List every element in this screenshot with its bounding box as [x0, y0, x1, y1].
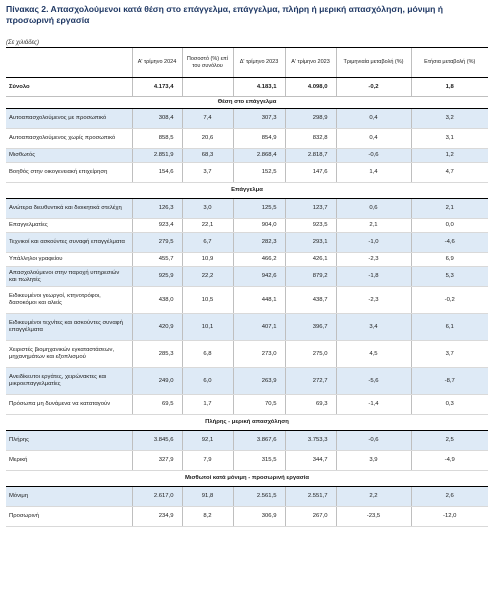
- value-cell: 3.867,6: [233, 431, 285, 451]
- value-cell: 2.818,7: [285, 149, 336, 163]
- row-label: Μερική: [6, 451, 132, 471]
- value-cell: 263,9: [233, 368, 285, 395]
- row-label: Πλήρης: [6, 431, 132, 451]
- header-cell: [6, 48, 132, 78]
- value-cell: 0,4: [336, 109, 411, 129]
- value-cell: 293,1: [285, 233, 336, 253]
- table-title: Πίνακας 2. Απασχολούμενοι κατά θέση στο επάγγελμα, επάγγελμα, πλήρη ή μερική απασχόληση, μόνιμη ή προσωρινή εργασία: [6, 4, 444, 25]
- value-cell: 438,0: [132, 287, 182, 314]
- row-label: Ανειδίκευτοι εργάτες, χειρώνακτες και μικροεπαγγελματίες: [6, 368, 132, 395]
- value-cell: 4.173,4: [132, 78, 182, 97]
- value-cell: 3,7: [182, 163, 233, 183]
- value-cell: 125,5: [233, 199, 285, 219]
- value-cell: -23,5: [336, 507, 411, 527]
- value-cell: 4.098,0: [285, 78, 336, 97]
- value-cell: 10,5: [182, 287, 233, 314]
- table-row: [6, 431, 488, 451]
- value-cell: 448,1: [233, 287, 285, 314]
- value-cell: 4,5: [336, 341, 411, 368]
- value-cell: 6,7: [182, 233, 233, 253]
- header-cell: Α' τρίμηνο 2023: [285, 48, 336, 78]
- row-label: Χειριστές βιομηχανικών εγκαταστάσεων, μηχανημάτων και εξοπλισμού: [6, 341, 132, 368]
- table-row: [6, 287, 488, 314]
- value-cell: 2.617,0: [132, 487, 182, 507]
- value-cell: 147,6: [285, 163, 336, 183]
- value-cell: 69,3: [285, 395, 336, 415]
- value-cell: 1,7: [182, 395, 233, 415]
- value-cell: 879,2: [285, 267, 336, 287]
- value-cell: 2,1: [336, 219, 411, 233]
- row-label: Αυτοαπασχολούμενος χωρίς προσωπικό: [6, 129, 132, 149]
- unit-note: (Σε χιλιάδες): [6, 40, 39, 46]
- header-cell: Α' τρίμηνο 2024: [132, 48, 182, 78]
- table-row: [6, 199, 488, 219]
- table-row: [6, 163, 488, 183]
- value-cell: 344,7: [285, 451, 336, 471]
- row-label: Ειδικευμένοι γεωργοί, κτηνοτρόφοι, δασοκόμοι και αλιείς: [6, 287, 132, 314]
- table-row: [6, 253, 488, 267]
- value-cell: 307,3: [233, 109, 285, 129]
- value-cell: -8,7: [411, 368, 488, 395]
- header-cell: Τριμηνιαία μεταβολή (%): [336, 48, 411, 78]
- value-cell: 279,5: [132, 233, 182, 253]
- value-cell: 2.851,9: [132, 149, 182, 163]
- value-cell: -1,8: [336, 267, 411, 287]
- value-cell: -1,4: [336, 395, 411, 415]
- table-row: [6, 129, 488, 149]
- header-cell: Ετήσια μεταβολή (%): [411, 48, 488, 78]
- value-cell: 20,6: [182, 129, 233, 149]
- value-cell: 3,0: [182, 199, 233, 219]
- value-cell: 10,9: [182, 253, 233, 267]
- value-cell: 123,7: [285, 199, 336, 219]
- value-cell: 315,5: [233, 451, 285, 471]
- value-cell: 466,2: [233, 253, 285, 267]
- value-cell: 2.551,7: [285, 487, 336, 507]
- row-label: Αυτοαπασχολούμενος με προσωπικό: [6, 109, 132, 129]
- table-row: [6, 507, 488, 527]
- value-cell: 923,5: [285, 219, 336, 233]
- table-row: [6, 267, 488, 287]
- table-row: [6, 314, 488, 341]
- value-cell: 3.753,3: [285, 431, 336, 451]
- value-cell: 308,4: [132, 109, 182, 129]
- value-cell: 2,5: [411, 431, 488, 451]
- value-cell: 0,6: [336, 199, 411, 219]
- value-cell: -4,9: [411, 451, 488, 471]
- value-cell: 3,9: [336, 451, 411, 471]
- table-row: [6, 219, 488, 233]
- row-label: Μισθωτός: [6, 149, 132, 163]
- section-header-row: [6, 471, 488, 487]
- value-cell: 70,5: [233, 395, 285, 415]
- value-cell: 306,9: [233, 507, 285, 527]
- row-label: Προσωρινή: [6, 507, 132, 527]
- value-cell: 10,1: [182, 314, 233, 341]
- table-row: [6, 149, 488, 163]
- row-label: Βοηθός στην οικογενειακή επιχείρηση: [6, 163, 132, 183]
- value-cell: 2.868,4: [233, 149, 285, 163]
- value-cell: -2,3: [336, 253, 411, 267]
- row-label: Πρόσωπα μη δυνάμενα να καταταγούν: [6, 395, 132, 415]
- value-cell: 396,7: [285, 314, 336, 341]
- value-cell: 3,1: [411, 129, 488, 149]
- value-cell: -4,6: [411, 233, 488, 253]
- value-cell: 249,0: [132, 368, 182, 395]
- value-cell: -0,2: [336, 78, 411, 97]
- value-cell: 3,7: [411, 341, 488, 368]
- row-label: Σύνολο: [6, 78, 132, 97]
- value-cell: 91,8: [182, 487, 233, 507]
- value-cell: [182, 78, 233, 97]
- value-cell: 8,2: [182, 507, 233, 527]
- value-cell: 426,1: [285, 253, 336, 267]
- table-row: [6, 233, 488, 253]
- value-cell: 234,9: [132, 507, 182, 527]
- total-row: [6, 78, 488, 97]
- table-row: [6, 395, 488, 415]
- value-cell: 942,6: [233, 267, 285, 287]
- value-cell: 2,1: [411, 199, 488, 219]
- value-cell: 925,9: [132, 267, 182, 287]
- value-cell: -12,0: [411, 507, 488, 527]
- value-cell: 407,1: [233, 314, 285, 341]
- value-cell: 3.845,6: [132, 431, 182, 451]
- value-cell: 4,7: [411, 163, 488, 183]
- value-cell: 282,3: [233, 233, 285, 253]
- value-cell: 438,7: [285, 287, 336, 314]
- value-cell: 923,4: [132, 219, 182, 233]
- header-row: [6, 48, 488, 78]
- value-cell: 6,0: [182, 368, 233, 395]
- value-cell: 275,0: [285, 341, 336, 368]
- value-cell: 832,8: [285, 129, 336, 149]
- value-cell: 272,7: [285, 368, 336, 395]
- value-cell: 4.183,1: [233, 78, 285, 97]
- value-cell: -5,6: [336, 368, 411, 395]
- value-cell: -0,6: [336, 431, 411, 451]
- value-cell: 22,2: [182, 267, 233, 287]
- value-cell: 1,2: [411, 149, 488, 163]
- value-cell: 92,1: [182, 431, 233, 451]
- value-cell: 5,3: [411, 267, 488, 287]
- value-cell: 273,0: [233, 341, 285, 368]
- table-row: [6, 451, 488, 471]
- value-cell: 6,1: [411, 314, 488, 341]
- value-cell: 68,3: [182, 149, 233, 163]
- value-cell: 22,1: [182, 219, 233, 233]
- value-cell: 854,9: [233, 129, 285, 149]
- row-label: Μόνιμη: [6, 487, 132, 507]
- value-cell: 7,9: [182, 451, 233, 471]
- value-cell: 1,8: [411, 78, 488, 97]
- value-cell: 6,9: [411, 253, 488, 267]
- value-cell: 858,5: [132, 129, 182, 149]
- value-cell: 267,0: [285, 507, 336, 527]
- table-row: [6, 487, 488, 507]
- value-cell: 904,0: [233, 219, 285, 233]
- table-row: [6, 109, 488, 129]
- value-cell: -0,6: [336, 149, 411, 163]
- section-title: Επάγγελμα: [6, 183, 488, 199]
- row-label: Τεχνικοί και ασκούντες συναφή επαγγέλματα: [6, 233, 132, 253]
- section-header-row: [6, 183, 488, 199]
- value-cell: 154,6: [132, 163, 182, 183]
- value-cell: 420,9: [132, 314, 182, 341]
- row-label: Ανώτερα διευθυντικά και διοικητικά στελέχη: [6, 199, 132, 219]
- row-label: Ειδικευμένοι τεχνίτες και ασκούντες συναφή επαγγέλματα: [6, 314, 132, 341]
- table-row: [6, 368, 488, 395]
- value-cell: 3,2: [411, 109, 488, 129]
- value-cell: 152,5: [233, 163, 285, 183]
- value-cell: 69,5: [132, 395, 182, 415]
- value-cell: 285,3: [132, 341, 182, 368]
- value-cell: -2,3: [336, 287, 411, 314]
- row-label: Απασχολούμενοι στην παροχή υπηρεσιών και πωλητές: [6, 267, 132, 287]
- section-header-row: [6, 415, 488, 431]
- section-title: Μισθωτοί κατά μόνιμη - προσωρινή εργασία: [6, 471, 488, 487]
- value-cell: 126,3: [132, 199, 182, 219]
- value-cell: 2,6: [411, 487, 488, 507]
- value-cell: 3,4: [336, 314, 411, 341]
- header-cell: Δ' τρίμηνο 2023: [233, 48, 285, 78]
- value-cell: 7,4: [182, 109, 233, 129]
- value-cell: 1,4: [336, 163, 411, 183]
- value-cell: 2,2: [336, 487, 411, 507]
- value-cell: -0,2: [411, 287, 488, 314]
- value-cell: 327,9: [132, 451, 182, 471]
- value-cell: 0,4: [336, 129, 411, 149]
- section-header-row: [6, 97, 488, 109]
- value-cell: -1,0: [336, 233, 411, 253]
- value-cell: 0,3: [411, 395, 488, 415]
- employment-table: [6, 47, 488, 527]
- value-cell: 455,7: [132, 253, 182, 267]
- value-cell: 0,0: [411, 219, 488, 233]
- value-cell: 298,9: [285, 109, 336, 129]
- section-title: Θέση στο επάγγελμα: [6, 97, 488, 109]
- row-label: Επαγγελματίες: [6, 219, 132, 233]
- value-cell: 6,8: [182, 341, 233, 368]
- row-label: Υπάλληλοι γραφείου: [6, 253, 132, 267]
- section-title: Πλήρης - μερική απασχόληση: [6, 415, 488, 431]
- value-cell: 2.561,5: [233, 487, 285, 507]
- table-row: [6, 341, 488, 368]
- header-cell: Ποσοστό (%) επί του συνόλου: [182, 48, 233, 78]
